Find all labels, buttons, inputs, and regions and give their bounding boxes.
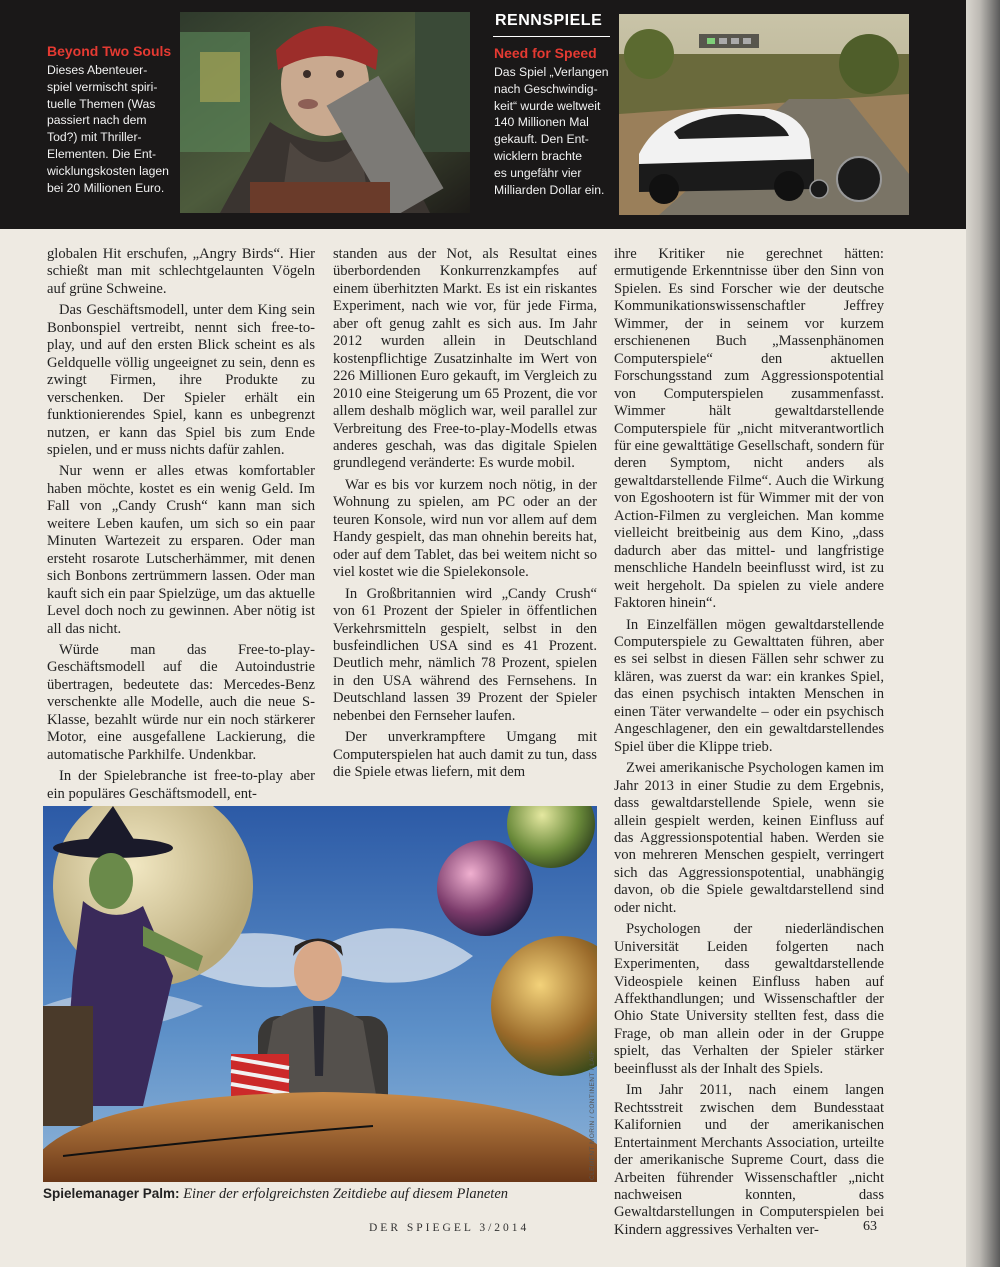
teaser2-title: Need for Speed [494,45,597,61]
magazine-footer: DER SPIEGEL 3/2014 [369,1222,530,1234]
paragraph: In Großbritannien wird „Candy Crush“ von 61 Prozent der Spieler in öffentlichen Verkehrsmitteln gespielt, selbst in den busfeindlichen USA sind es 41 Prozent. Deutlich mehr, nämlich 78 Prozent, spielen in den USA während des Fernsehens. In Deutschland lassen 39 Prozent der Spieler nebenbei den Fernseher laufen. [333,585,597,724]
column-right [614,246,884,1239]
paragraph: globalen Hit erschufen, „Angry Birds“. Hier schießt man mit schlechtgelaunten Vögeln auf grüne Schweine. [47,246,315,297]
paragraph: Psychologen der niederländischen Universität Leiden folgerten nach Experimenten, dass gewaltdarstellende Videospiele keinen Einfluss haben auf Affekthandlungen; und Wissenschaftler der Ohio State University stellten fest, dass die Frage, ob man allein oder in der Gruppe spielt, das Verhalten der Spieler stärker beeinflusst als der Inhalt des Spiels. [614,921,884,1077]
page-number: 63 [863,1219,877,1234]
paragraph: In Einzelfällen mögen gewaltdarstellende Computerspiele zu Gewalttaten führen, aber es sei selbst in diesen Fällen sehr schwer zu klären, was zuerst da war: ein krankes Spiel, das einen psychisch intakten Menschen in einen Täter verwandelte – oder ein psychisch Angeschlagener, den ein gewaltdarstellendes Spiel über die Klippe trieb. [614,616,884,755]
paragraph: standen aus der Not, als Resultat eines überbordenden Konkurrenzkampfes auf einem überhitzten Markt. Es ist ein riskantes Experiment, nach wie vor, für jede Firma, aber oft genug zahlt es sich aus. Im Jahr 2012 wurden allein in Deutschland kostenpflichtige Zusatzinhalte im Wert von 226 Millionen Euro gekauft, im Vergleich zu 2010 eine Steigerung um 65 Prozent, die vor allem deshalb möglich war, weil parallel zur Verbreitung des Free-to-play-Modells etwas anderes geschah, was das digitale Spielen grundlegend veränderte: Es wurde mobil. [333,246,597,472]
photo-credit: CLEMENT MORIN / CONTINENT / LAIF [589,1050,596,1180]
spielemanager-photo [43,806,597,1182]
paragraph: Der unverkrampftere Umgang mit Computerspielen hat auch damit zu tun, dass die Spiele etwas liefern, mit dem [333,729,597,781]
photo-caption [43,1186,508,1203]
paragraph: Zwei amerikanische Psychologen kamen im Jahr 2013 in einer Studie zu dem Ergebnis, dass gewaltdarstellende Spiele, wenn sie allein gespielt werden, keinen Einfluss auf das Aggressionspotential haben. Werden sie von mehreren Menschen gespielt, verringert sich das Aggressionspotential, unabhängig davon, ob die Spiele gewaltdarstellend sind oder nicht. [614,760,884,916]
teaser-strip [0,0,966,229]
teaser1-text: Dieses Abenteuer- spiel vermischt spiri- tuelle Themen (Was passiert nach dem Tod?) mit Thriller- Elementen. Die Ent- wicklungskosten lagen bei 20 Millionen Euro. [47,63,169,195]
beyond-two-souls-image [180,12,470,213]
paragraph: Würde man das Free-to-play-Geschäftsmodell auf die Autoindustrie übertragen, bedeutete das: Mercedes-Benz verschenkte alle Modelle, auch die neue S-Klasse, bezahlt würde nur ein noch stärkerer Motor, eine ausgefallene Lackierung, die automatische Parkhilfe. Undenkbar. [47,641,315,763]
caption-text: Einer der erfolgreichsten Zeitdiebe auf diesem Planeten [183,1186,509,1202]
teaser1-title: Beyond Two Souls [47,43,172,59]
caption-label: Spielemanager Palm: [43,1186,180,1201]
section-rule [493,36,610,37]
paragraph: Nur wenn er alles etwas komfortabler haben möchte, kostet es ein wenig Geld. Im Fall von „Candy Crush“ kann man sich weitere Leben kaufen, um sich so ein paar Minuten Wartezeit zu ersparen. Oder man ersteht rosarote Lutscherhämmer, mit denen sich Bonbons zertrümmern lassen. Oder man kauft sich ein paar Spielzüge, um das aktuelle Level doch noch zu gewinnen. Aber nötig ist all das nicht. [47,463,315,637]
paragraph: In der Spielebranche ist free-to-play aber ein populäres Geschäftsmodell, ent- [47,768,315,802]
paragraph: War es bis vor kurzem noch nötig, in der Wohnung zu spielen, am PC oder an der teuren Konsole, wird nun vor allem auf dem Handy gespielt, das man ohnehin bereits hat, oder auf dem Tablet, das bei weitem nicht so viel kostet wie die Spielekonsole. [333,476,597,581]
column-middle [333,246,597,782]
paragraph: Im Jahr 2011, nach einem langen Rechtsstreit zwischen dem Bundesstaat Kalifornien und der amerikanischen Entertainment Merchants Association, urteilte der amerikanische Supreme Court, dass die Arbeiten führender Wissenschaftler „nicht nachweisen konnten, dass Gewaltdarstellungen in Computerspielen bei Kindern aggressives Verhalten ver- [614,1082,884,1238]
teaser2-text: Das Spiel „Verlangen nach Geschwindig- keit“ wurde weltweit 140 Millionen Mal gekauft. Den Ent- wicklern brachte es ungefähr vier Milliarden Dollar ein. [494,65,609,197]
need-for-speed-image [619,14,909,215]
page-edge [966,0,1000,1267]
paragraph: Das Geschäftsmodell, unter dem King sein Bonbonspiel vertreibt, nennt sich free-to-play, und auf den ersten Blick scheint es als Geldquelle völlig ungeeignet zu sein, denn es zwingt Firmen, ihre Produkte zu verschenken. Der Spieler erhält ein funktionierendes Spiel, kann es unbegrenzt nutzen, er kann das Spiel bis zum Ende spielen, und er muss nichts dafür zahlen. [47,302,315,458]
column-left [47,246,315,803]
section-label: RENNSPIELE [495,12,603,29]
paragraph: ihre Kritiker nie gerechnet hätten: ermutigende Erkenntnisse über den Sinn von Spielen. Es sind Forscher wie der deutsche Kommunikationswissenschaftler Jeffrey Wimmer, der in seinem vor kurzem erschienenen Buch „Massenphänomen Computerspiele“ den aktuellen Forschungsstand zum Aggressionspotential von Computerspielen zusammenfasst. Wimmer hält gewaltdarstellende Computerspiele für „nicht mitverantwortlich für eine gewalttätige Gesellschaft, sondern für deren Symptom, nicht anders als gewaltdarstellende Filme“. Auch die Wirkung von Egoshootern ist für Wimmer mit der von Action-Filmen zu vergleichen. Man komme vielleicht breitbeinig aus dem Kino, „dass dadurch aber das mittel- und langfristige menschliche Handeln beeinflusst wird, ist zu weit hergeholt. Da spielen zu viele andere Faktoren hinein“. [614,246,884,612]
